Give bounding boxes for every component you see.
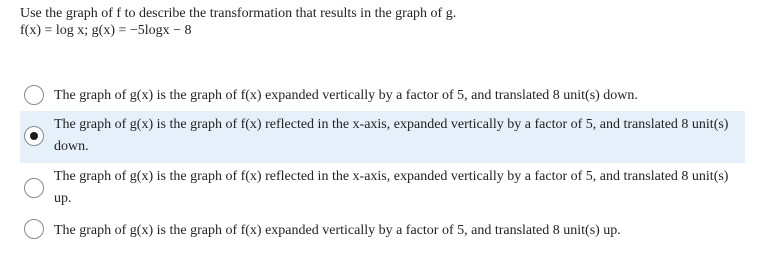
question-formula: f(x) = log x; g(x) = −5logx − 8 xyxy=(20,23,192,38)
radio-dot-icon xyxy=(30,132,38,140)
answer-option-label: The graph of g(x) is the graph of f(x) expanded vertically by a factor of 5, and translated 8 unit(s) down. xyxy=(54,88,638,103)
question-stem xyxy=(20,5,456,39)
radio-button[interactable] xyxy=(24,219,44,239)
radio-button[interactable] xyxy=(24,178,44,198)
answer-option-1[interactable] xyxy=(20,82,745,110)
answer-option-3[interactable] xyxy=(20,163,745,215)
radio-button[interactable] xyxy=(24,85,44,105)
radio-button[interactable] xyxy=(24,126,44,146)
question-prompt: Use the graph of f to describe the transformation that results in the graph of g. xyxy=(20,6,457,21)
answer-option-label: The graph of g(x) is the graph of f(x) reflected in the x-axis, expanded vertically by a factor of 5, and translated 8 unit(s) up. xyxy=(54,169,729,206)
answer-options xyxy=(20,82,745,245)
answer-option-4[interactable] xyxy=(20,215,745,245)
answer-option-label: The graph of g(x) is the graph of f(x) expanded vertically by a factor of 5, and translated 8 unit(s) up. xyxy=(54,223,621,238)
answer-option-2[interactable] xyxy=(20,111,745,163)
answer-option-label: The graph of g(x) is the graph of f(x) reflected in the x-axis, expanded vertically by a factor of 5, and translated 8 unit(s) down. xyxy=(54,117,729,154)
